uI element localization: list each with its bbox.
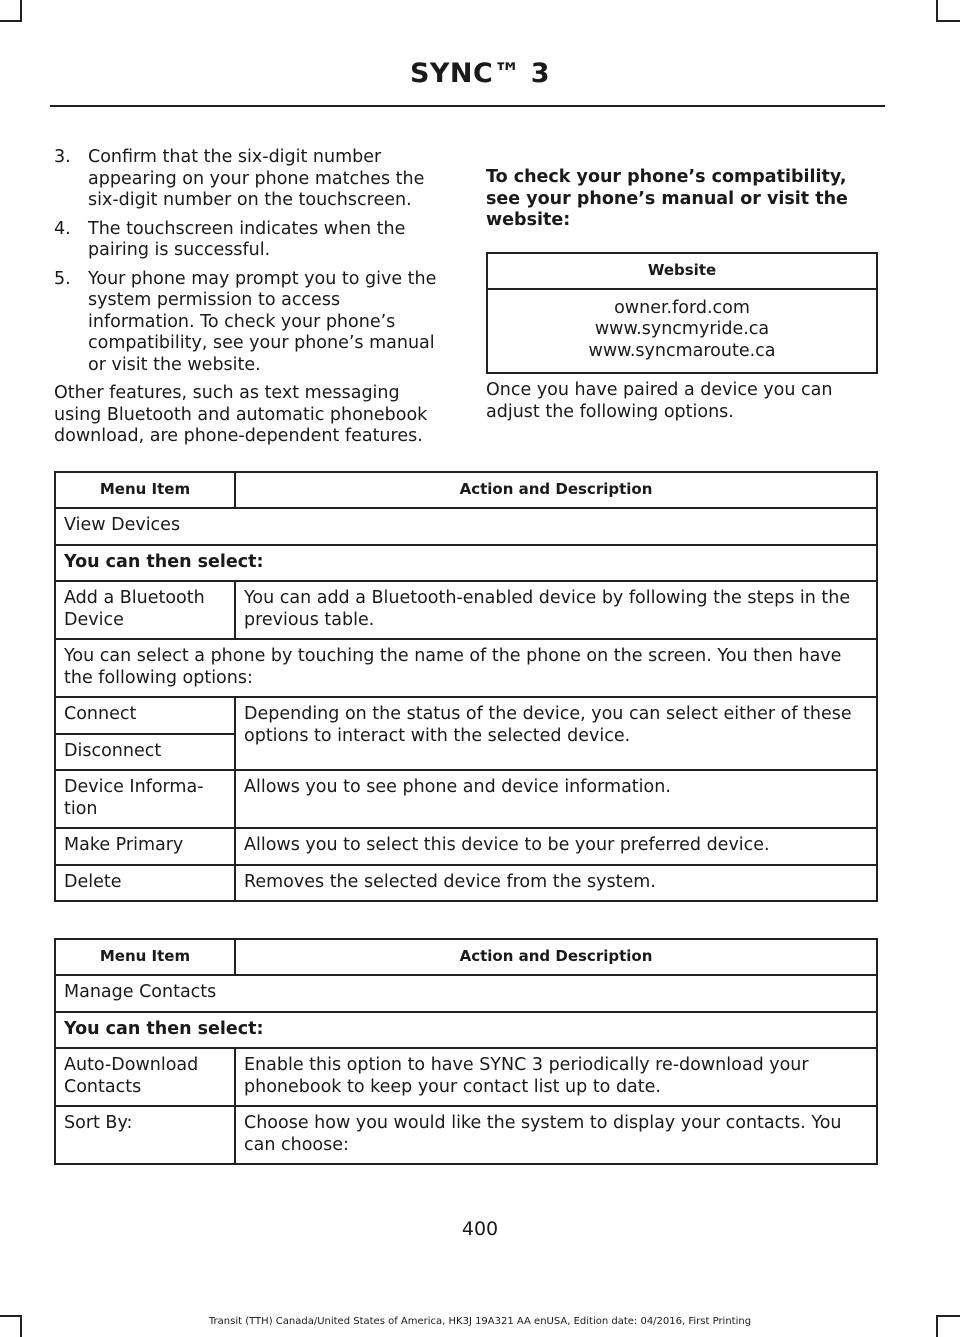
website-link[interactable]: www.syncmaroute.ca bbox=[588, 340, 776, 361]
crop-mark bbox=[20, 0, 22, 22]
step-number: 3. bbox=[54, 147, 71, 167]
step-number: 5. bbox=[54, 268, 71, 289]
website-header: Website bbox=[487, 253, 877, 289]
menu-item-cell: Device Informa-tion bbox=[55, 770, 235, 828]
menu-item-cell: Connect bbox=[55, 697, 235, 734]
table-row bbox=[55, 1012, 877, 1049]
crop-mark bbox=[938, 20, 960, 22]
paired-paragraph: Once you have paired a device you can adjust the following options. bbox=[486, 380, 833, 422]
menu-item-cell: Make Primary bbox=[55, 828, 235, 865]
description-cell: Choose how you would like the system to display your contacts. You can choose: bbox=[235, 1106, 877, 1164]
menu-item-cell: Add a Bluetooth Device bbox=[55, 581, 235, 639]
description-cell: Allows you to see phone and device information. bbox=[235, 770, 877, 828]
crop-mark bbox=[936, 0, 938, 22]
list-item bbox=[54, 219, 449, 262]
table-row bbox=[55, 697, 877, 734]
website-cell bbox=[487, 289, 877, 374]
list-item bbox=[54, 269, 449, 377]
table-row bbox=[55, 1048, 877, 1106]
website-link[interactable]: www.syncmyride.ca bbox=[594, 319, 770, 339]
list-item bbox=[54, 147, 449, 212]
menu-item-cell: Disconnect bbox=[55, 734, 235, 771]
description-cell: Enable this option to have SYNC 3 periodically re-download your phonebook to keep your contact list up to date. bbox=[235, 1048, 877, 1106]
column-header: Menu Item bbox=[55, 939, 235, 975]
step-text: Confirm that the six-digit number appearing on your phone matches the six-digit number on the touchscreen. bbox=[88, 147, 425, 210]
page-title: SYNC™ 3 bbox=[409, 58, 551, 89]
menu-item-cell: Delete bbox=[55, 865, 235, 902]
description-cell: You can add a Bluetooth-enabled device by following the steps in the previous table. bbox=[235, 581, 877, 639]
crop-mark bbox=[0, 20, 22, 22]
table-row bbox=[55, 828, 877, 865]
menu-item-cell: Sort By: bbox=[55, 1106, 235, 1164]
features-paragraph: Other features, such as text messaging using Bluetooth and automatic phonebook download, are phone-dependent features. bbox=[54, 383, 428, 446]
devices-table bbox=[54, 471, 878, 902]
section-label: View Devices bbox=[55, 508, 877, 545]
then-select-label: You can then select: bbox=[55, 1012, 877, 1049]
table-header-row bbox=[55, 472, 877, 508]
table-row bbox=[55, 1106, 877, 1164]
menu-item-cell: Auto-Download Contacts bbox=[55, 1048, 235, 1106]
website-link[interactable]: owner.ford.com bbox=[614, 297, 750, 318]
table-row bbox=[55, 975, 877, 1012]
footer-text: Transit (TTH) Canada/United States of America, HK3J 19A321 AA enUSA, Edition date: 04/2016, First Printing bbox=[208, 1316, 752, 1327]
header-divider bbox=[50, 105, 885, 107]
description-cell: Removes the selected device from the system. bbox=[235, 865, 877, 902]
table-row bbox=[55, 865, 877, 902]
steps-list bbox=[54, 147, 449, 376]
then-select-label: You can then select: bbox=[55, 545, 877, 582]
table-row bbox=[55, 545, 877, 582]
website-table bbox=[486, 252, 878, 375]
step-text: The touchscreen indicates when the pairing is successful. bbox=[88, 218, 406, 260]
step-number: 4. bbox=[54, 218, 71, 239]
note-cell: You can select a phone by touching the name of the phone on the screen. You then have the following options: bbox=[55, 639, 877, 697]
column-header: Action and Description bbox=[235, 472, 877, 508]
right-column bbox=[486, 167, 878, 423]
step-text: Your phone may prompt you to give the system permission to access information. To check your phone’s compatibility, see your phone’s manual or visit the website. bbox=[88, 268, 437, 375]
page-number: 400 bbox=[461, 1218, 499, 1240]
section-label: Manage Contacts bbox=[55, 975, 877, 1012]
column-header: Menu Item bbox=[55, 472, 235, 508]
contacts-table bbox=[54, 938, 878, 1165]
table-row bbox=[55, 770, 877, 828]
table-header-row bbox=[55, 939, 877, 975]
table-row bbox=[55, 639, 877, 697]
table-row bbox=[55, 581, 877, 639]
description-cell: Allows you to select this device to be your preferred device. bbox=[235, 828, 877, 865]
column-header: Action and Description bbox=[235, 939, 877, 975]
description-cell: Depending on the status of the device, you can select either of these options to interact with the selected device. bbox=[235, 697, 877, 770]
table-row bbox=[55, 508, 877, 545]
left-column bbox=[54, 147, 449, 448]
compatibility-heading: To check your phone’s compatibility, see your phone’s manual or visit the website: bbox=[486, 167, 848, 230]
